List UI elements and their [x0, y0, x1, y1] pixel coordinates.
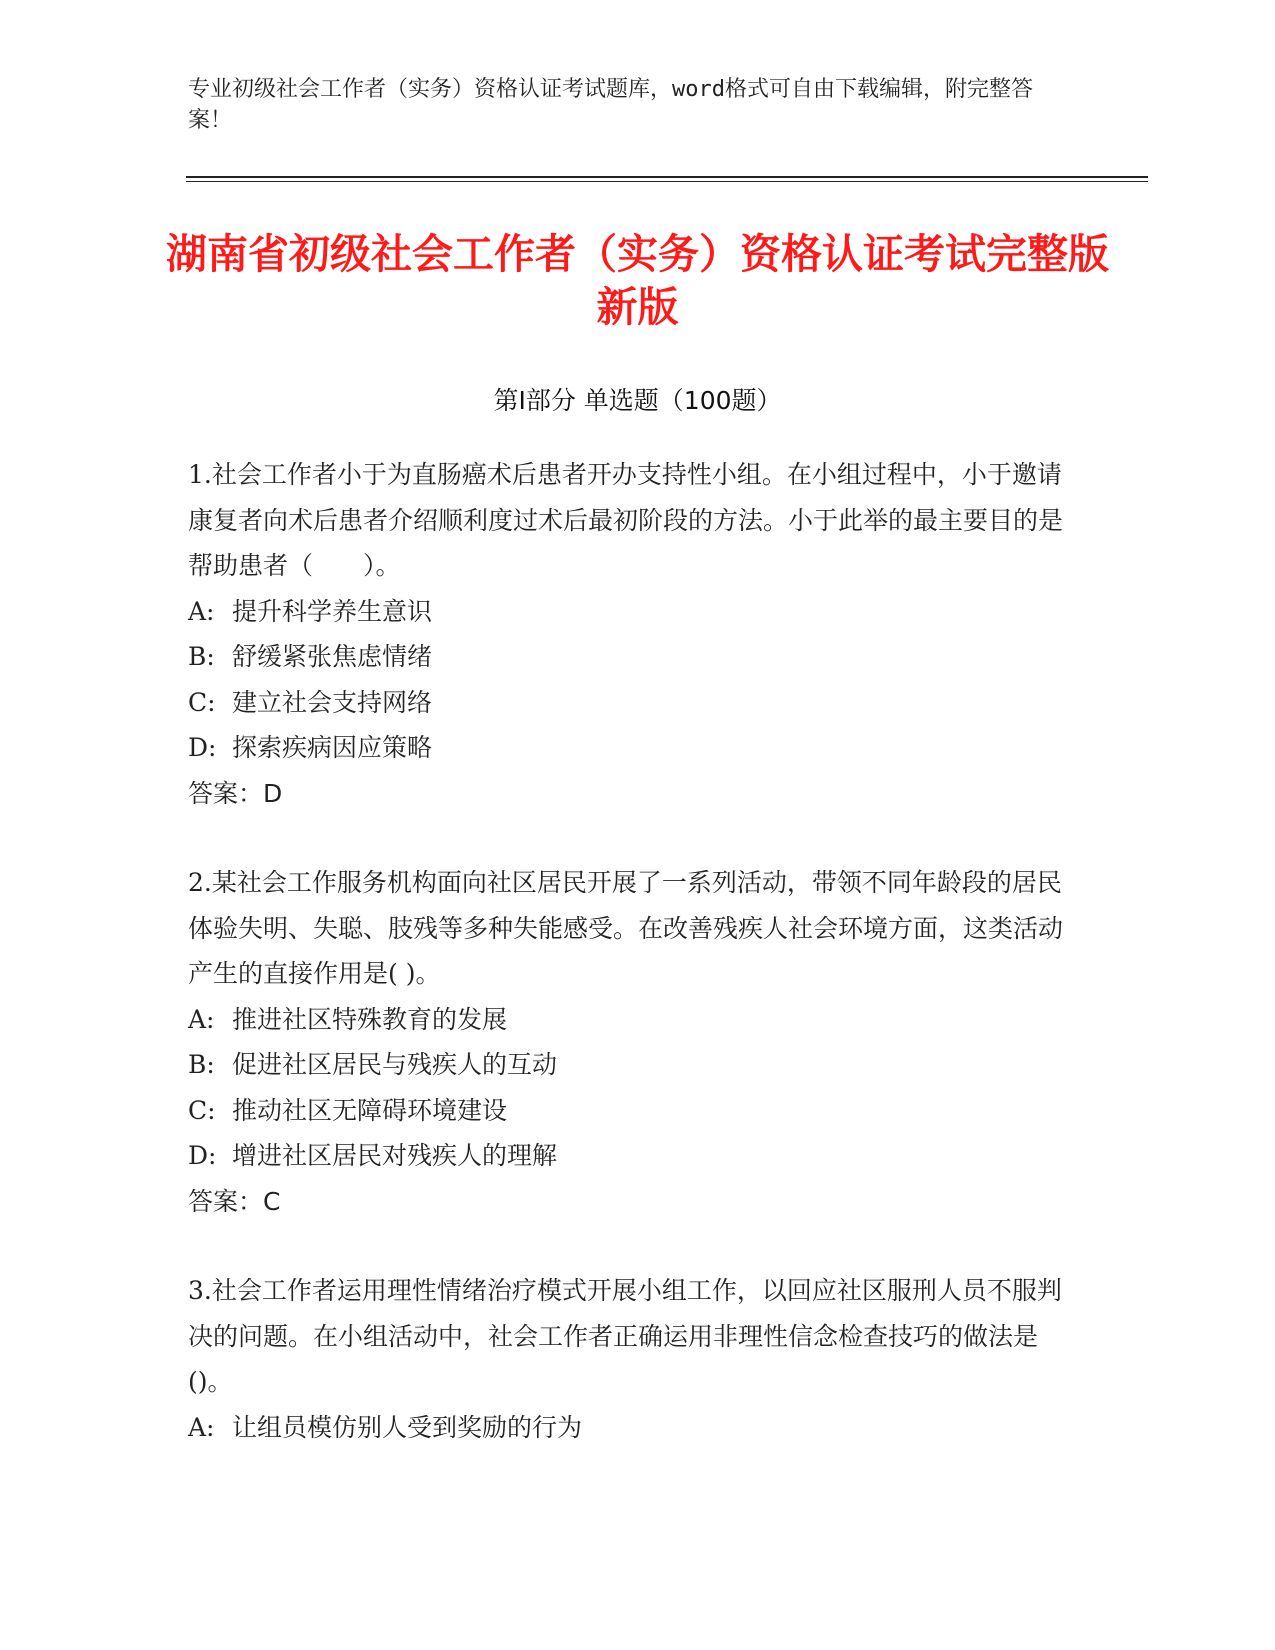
- option-b: [188, 1042, 1068, 1088]
- question-2: [188, 860, 1068, 1224]
- option-letter: B:: [188, 642, 215, 671]
- option-letter: A:: [188, 1412, 215, 1442]
- option-a: [188, 589, 1068, 635]
- option-text: 探索疾病因应策略: [232, 733, 433, 762]
- option-c: [188, 1088, 1068, 1134]
- question-stem: 3.社会工作者运用理性情绪治疗模式开展小组工作，以回应社区服刑人员不服判决的问题。在小组活动中，社会工作者正确运用非理性信念检查技巧的做法是()。: [188, 1276, 1062, 1396]
- header-divider-thin: [186, 181, 1148, 182]
- question-3: [188, 1268, 1068, 1450]
- option-letter: A:: [188, 1004, 215, 1034]
- option-letter: A:: [188, 596, 215, 626]
- option-letter: C:: [188, 1095, 216, 1125]
- option-text: 舒缓紧张焦虑情绪: [232, 642, 433, 671]
- option-text: 推进社区特殊教育的发展: [232, 1004, 508, 1034]
- option-letter: C:: [188, 687, 216, 717]
- option-letter: D:: [188, 733, 217, 762]
- option-letter: D:: [188, 1141, 217, 1170]
- option-text: 提升科学养生意识: [232, 596, 433, 626]
- option-text: 推动社区无障碍环境建设: [232, 1095, 508, 1125]
- option-text: 增进社区居民对残疾人的理解: [232, 1141, 558, 1170]
- option-b: [188, 634, 1068, 680]
- question-stem: 2.某社会工作服务机构面向社区居民开展了一系列活动，带领不同年龄段的居民体验失明、失聪、肢残等多种失能感受。在改善残疾人社会环境方面，这类活动产生的直接作用是( )。: [188, 868, 1064, 988]
- section-title: 第Ⅰ部分 单选题（100题）: [493, 386, 782, 415]
- header-divider-thick: [186, 176, 1148, 178]
- question-1: [188, 452, 1068, 816]
- answer-line: 答案：D: [188, 778, 283, 808]
- option-text: 促进社区居民与残疾人的互动: [232, 1050, 558, 1079]
- answer-line: 答案：C: [188, 1186, 281, 1216]
- header-note: 专业初级社会工作者（实务）资格认证考试题库，word格式可自由下载编辑，附完整答案！: [188, 77, 1033, 133]
- option-d: [188, 1133, 1068, 1179]
- document-title: 湖南省初级社会工作者（实务）资格认证考试完整版新版: [166, 230, 1109, 331]
- option-text: 建立社会支持网络: [232, 687, 433, 717]
- option-letter: B:: [188, 1050, 215, 1079]
- question-stem: 1.社会工作者小于为直肠癌术后患者开办支持性小组。在小组过程中，小于邀请康复者向术后患者介绍顺利度过术后最初阶段的方法。小于此举的最主要目的是帮助患者（ ）。: [188, 460, 1064, 580]
- option-d: [188, 725, 1068, 771]
- option-a: [188, 1405, 1068, 1451]
- option-a: [188, 997, 1068, 1043]
- option-c: [188, 680, 1068, 726]
- option-text: 让组员模仿别人受到奖励的行为: [232, 1412, 583, 1442]
